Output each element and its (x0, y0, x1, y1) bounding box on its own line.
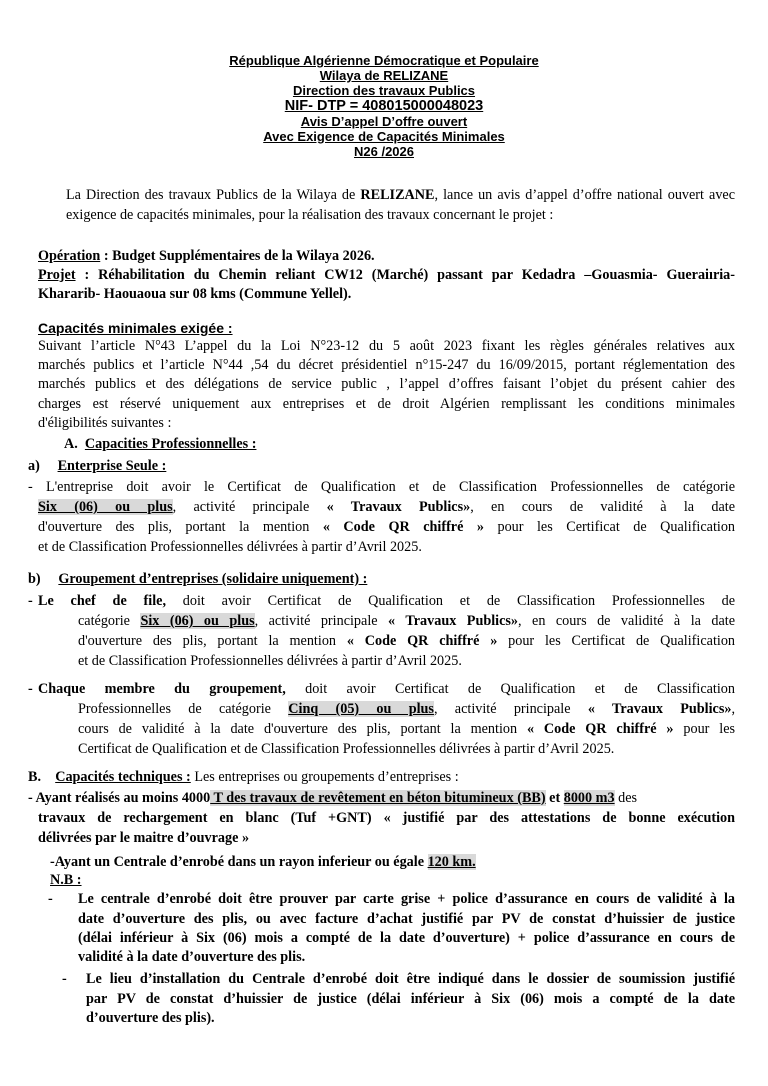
membre-line-3 (78, 720, 735, 739)
sub-a-title: Enterprise Seule : (57, 458, 167, 474)
nb-item2-line2: par PV de constat d’huissier de justice (délai inférieur à Six (06) mois a compté de la date (86, 991, 735, 1007)
item1-tail: des (614, 790, 638, 806)
projet-line-2: Khararib- Haouaoua sur 08 kms (Commune Yellel). (38, 286, 352, 302)
nb-item2-dash: - (62, 971, 67, 987)
sub-b-heading (28, 570, 367, 589)
operation-line (38, 247, 738, 266)
section-b-title: Capacités techniques : (55, 769, 191, 785)
membre-category-highlight: Cinq (05) ou plus (288, 701, 434, 717)
item2-distance-highlight: 120 km. (427, 854, 476, 870)
sub-a-line-2 (38, 498, 735, 517)
chef-line-1 (38, 592, 735, 611)
section-b-heading (28, 768, 728, 787)
nb-item1-line1: Le centrale d’enrobé doit être prouver par carte grise + police d’assurance en cours de validité à la (78, 891, 735, 907)
operation-value: : Budget Supplémentaires de la Wilaya 2026. (100, 248, 375, 264)
header-exigence: Avec Exigence de Capacités Minimales (263, 129, 505, 144)
capacites-line-2: marchés publics et l’article N°44 ,54 du décret présidentiel n°15-247 du 16/09/2015, portant réglementation des (38, 357, 735, 373)
membre-activity: « Travaux Publics» (587, 701, 732, 717)
capacites-line-3: marchés publics et des délégations de service public , l’appel d’offres faisant l’objet du présent cahier des (38, 376, 735, 392)
nb-label: N.B : (50, 872, 82, 888)
chef-line-2 (78, 612, 735, 631)
chef-category-highlight: Six (06) ou plus (140, 613, 255, 629)
header-direction: Direction des travaux Publics (292, 83, 476, 98)
membre-text-5: cours de validité à la date d'ouverture des plis, portant la mention (78, 721, 518, 737)
header-wilaya: Wilaya de RELIZANE (319, 68, 449, 83)
projet-line-1 (38, 266, 735, 285)
header-avis: Avis D’appel D’offre ouvert (300, 114, 468, 129)
section-b-item1-line2: travaux de rechargement en blanc (Tuf +GNT) « justifié par des attestations de bonne exécution (38, 810, 735, 826)
membre-line-1 (38, 680, 735, 699)
nb-item2-line3: d’ouverture des plis). (86, 1010, 215, 1026)
chef-line-4: et de Classification Professionnelles délivrées à partir d’Avril 2025. (78, 653, 462, 669)
sub-a-text-4: pour les Certificat de Qualification (497, 519, 736, 535)
chef-dash: - (28, 593, 33, 609)
chef-text-1: doit avoir Certificat de Qualification et de Classification Professionnelles de (182, 593, 736, 609)
sub-b-marker: b) (28, 571, 41, 587)
item1-bb-highlight: T des travaux de revêtement en béton bitumineux (BB) (210, 790, 546, 806)
operation-label: Opération (38, 248, 101, 264)
membre-qr-mention: « Code QR chiffré » (526, 721, 674, 737)
membre-dash: - (28, 681, 33, 697)
membre-text-4: , (731, 701, 736, 717)
chef-lead: Le chef de file, (38, 593, 166, 609)
intro-line-2: exigence de capacités minimales, pour la réalisation des travaux concernant le projet : (66, 207, 554, 223)
capacites-line-5: d'éligibilités suivantes : (38, 415, 172, 431)
section-b-rest: Les entreprises ou groupements d’entreprises : (190, 769, 459, 785)
chef-text-5: d'ouverture des plis, portant la mention (78, 633, 337, 649)
sub-a-line-1: - L'entreprise doit avoir le Certificat de Qualification et de Classification Professionnelles de catégorie (28, 479, 735, 495)
membre-lead: Chaque membre du groupement, (38, 681, 286, 697)
sub-a-text-3: d'ouverture des plis, portant la mention (38, 519, 310, 535)
projet-value-1: : Réhabilitation du Chemin reliant CW12 (Marché) passant par Kedadra –Gouasmia- Gueraiıria- (75, 267, 735, 283)
chef-text-4: , en cours de validité à la date (518, 613, 736, 629)
item1-m3-highlight: 8000 m3 (563, 790, 615, 806)
membre-text-2: Professionnelles de catégorie (78, 701, 271, 717)
membre-line-2 (78, 700, 735, 719)
sub-b-title: Groupement d’entreprises (solidaire uniquement) : (58, 571, 368, 587)
sub-a-line-3 (38, 518, 735, 537)
intro-line-1 (66, 186, 735, 205)
chef-activity: « Travaux Publics» (388, 613, 519, 629)
section-b-item1-line3: délivrées par le maitre d’ouvrage » (38, 830, 250, 846)
section-a-heading (64, 435, 256, 454)
intro-text-1: La Direction des travaux Publics de la Wilaya de (66, 187, 356, 203)
section-b-item1-line1 (28, 789, 738, 808)
sub-a-category-highlight: Six (06) ou plus (38, 499, 173, 515)
sub-a-activity: « Travaux Publics» (326, 499, 471, 515)
sub-a-line-4: et de Classification Professionnelles délivrées à partir d’Avril 2025. (38, 539, 422, 555)
chef-text-6: pour les Certificat de Qualification (508, 633, 736, 649)
sub-a-text: , activité principale (172, 499, 310, 515)
sub-a-heading (28, 457, 166, 476)
nb-item1-line4: validité à la date d’ouverture des plis. (78, 949, 306, 965)
membre-text-3: , activité principale (433, 701, 571, 717)
section-b-item2 (50, 853, 740, 872)
header-number: N26 /2026 (354, 144, 414, 159)
capacites-line-1: Suivant l’article N°43 L’appel du la Loi N°23-12 du 5 août 2023 fixant les règles générales relatives aux (38, 338, 735, 354)
membre-text-6: pour les (683, 721, 736, 737)
sub-a-text-2: , en cours de validité à la date (470, 499, 735, 515)
section-b-marker: B. (28, 769, 42, 785)
intro-text-2: , lance un avis d’appel d’offre national ouvert avec (434, 187, 736, 203)
nb-item1-line2: date d’ouverture des plis, ou avec facture d’achat justifié par PV de constat d’huissier de justice (78, 911, 735, 927)
membre-line-4: Certificat de Qualification et de Classification Professionnelles délivrées à partir d’Avril 2025. (78, 741, 615, 757)
item1-et: et (545, 790, 564, 806)
header-republic: République Algérienne Démocratique et Populaire (229, 53, 539, 68)
capacites-title: Capacités minimales exigée : (38, 320, 233, 336)
section-a-marker: A. (64, 436, 78, 452)
chef-text-2: catégorie (78, 613, 130, 629)
nb-item1-dash: - (48, 891, 53, 907)
sub-a-qr-mention: « Code QR chiffré » (322, 519, 484, 535)
item2-text: -Ayant un Centrale d’enrobé dans un rayon inferieur ou égale (50, 854, 425, 870)
chef-text-3: , activité principale (254, 613, 378, 629)
nb-item1-line3: (délai inférieur à Six (06) mois a compté de la date d’ouverture) + police d’assurance en cours de (78, 930, 735, 946)
item1-lead: - Ayant réalisés au moins 4000 (28, 790, 211, 806)
nb-item2-line1: Le lieu d’installation du Centrale d’enrobé doit être indiqué dans le dossier de soumission justifié (86, 971, 735, 987)
sub-a-marker: a) (28, 458, 40, 474)
membre-text-1: doit avoir Certificat de Qualification et de Classification (305, 681, 735, 697)
chef-line-3 (78, 632, 735, 651)
section-a-title: Capacities Professionnelles : (84, 436, 257, 452)
projet-label: Projet (38, 267, 76, 283)
intro-wilaya: RELIZANE (360, 187, 435, 203)
header-nif: NIF- DTP = 408015000048023 (284, 98, 484, 114)
capacites-line-4: charges est réservé uniquement aux entreprises et de droit Algérien remplissant les conditions minimales (38, 396, 735, 412)
chef-qr-mention: « Code QR chiffré » (346, 633, 498, 649)
